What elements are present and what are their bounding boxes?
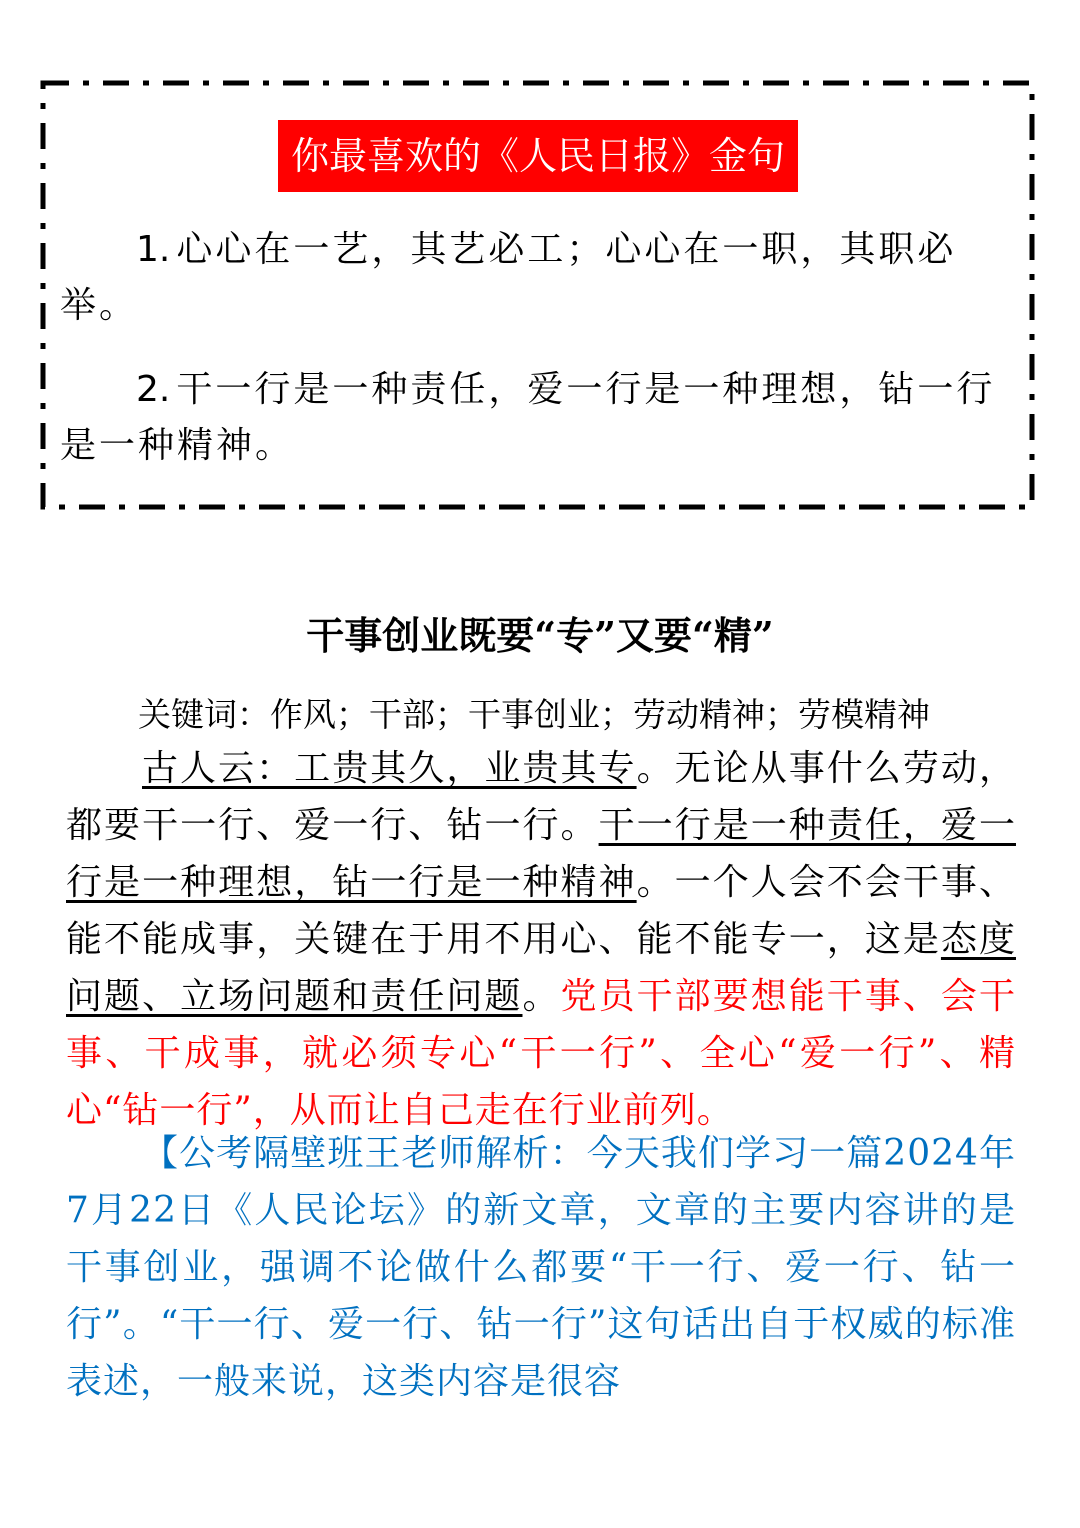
teacher-analysis: 【公考隔壁班王老师解析：今天我们学习一篇2024年7月22日《人民论坛》的新文章，文章的主要内容讲的是干事创业，强调不论做什么都要“干一行、爱一行、钻一行”。“干一行、爱一行、钻一行”这句话出自于权威的标准表述，一般来说，这类内容是很容 <box>66 1133 1016 1402</box>
underlined-phrase: 态度问题、立场问题和责任问题 <box>66 919 1016 1017</box>
highlight-red-text: 党员干部要想能干事、会干事、干成事，就必须专心“干一行”、全心“爱一行”、精心“钻一行”，从而让自己走在行业前列。 <box>66 976 1016 1131</box>
underlined-phrase: 古人云：工贵其久，业贵其专 <box>142 748 637 789</box>
quote-item-2 <box>60 362 1000 474</box>
quote-item-text: 干一行是一种责任，爱一行是一种理想，钻一行是一种精神。 <box>60 369 996 466</box>
body-text-segment: 。无论从事什么劳动，都要干一行、爱一行、钻一行。 <box>66 748 1016 846</box>
quote-item-number: 2. <box>136 369 171 410</box>
body-text-segment: 。 <box>522 976 561 1017</box>
quote-item-number: 1. <box>136 229 171 270</box>
article-keywords: 关键词：作风；干部；干事创业；劳动精神；劳模精神 <box>138 695 930 734</box>
article-body <box>66 740 1016 1139</box>
quote-box-title: 你最喜欢的《人民日报》金句 <box>278 120 798 192</box>
quote-item-1 <box>60 222 1000 334</box>
body-text-segment: 。一个人会不会干事、能不能成事，关键在于用不用心、能不能专一，这是 <box>66 862 1016 960</box>
underlined-phrase: 干一行是一种责任，爱一行是一种理想，钻一行是一种精神 <box>66 805 1016 903</box>
article-title: 干事创业既要“专”又要“精” <box>306 613 774 658</box>
quote-item-text: 心心在一艺，其艺必工；心心在一职，其职必举。 <box>60 229 957 326</box>
